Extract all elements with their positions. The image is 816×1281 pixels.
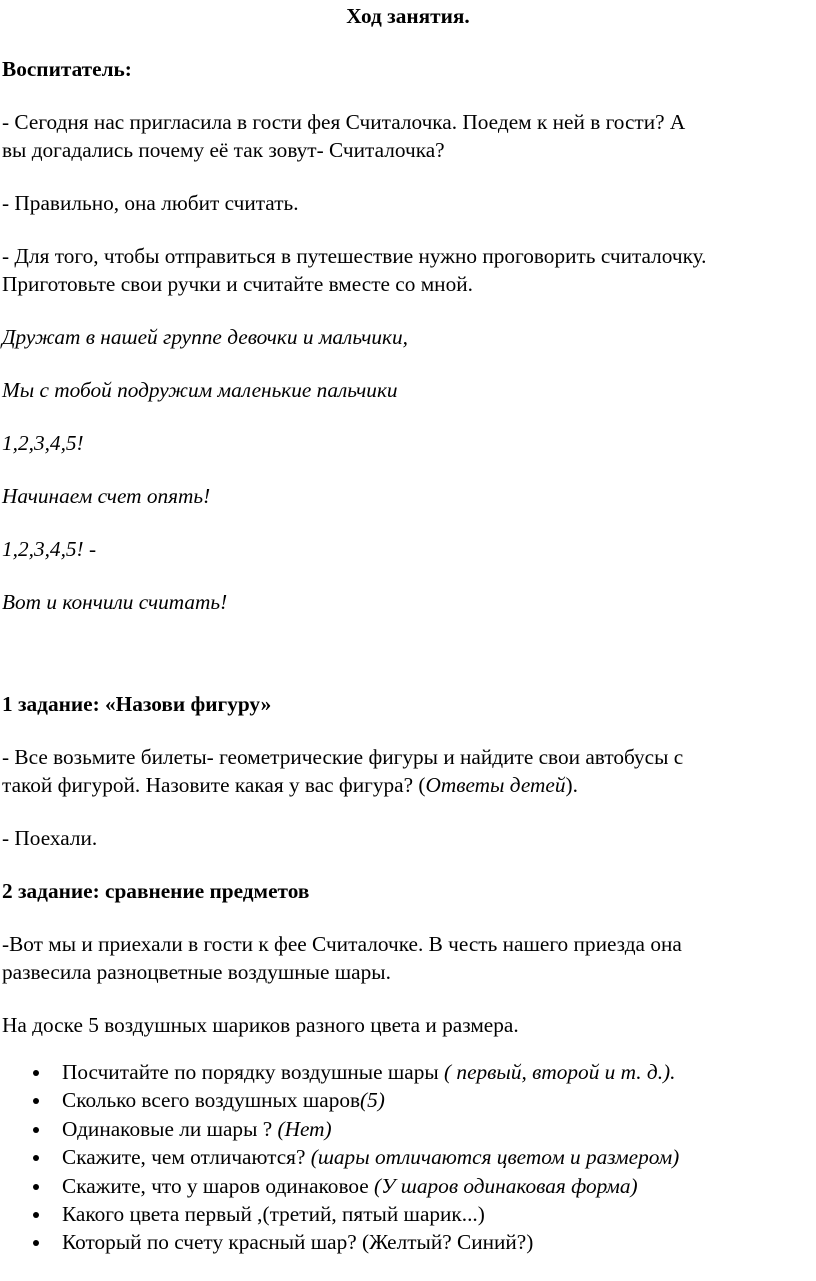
intro-paragraph-3-line-2: Приготовьте свои ручки и считайте вместе со мной. bbox=[2, 272, 473, 296]
bullet-item bbox=[2, 1172, 679, 1200]
bullet-item bbox=[2, 1228, 679, 1256]
bullet-dot-icon bbox=[33, 1184, 39, 1190]
bullet-item bbox=[2, 1200, 679, 1228]
task-1-paragraph-2: - Поехали. bbox=[2, 826, 98, 850]
bullet-dot-icon bbox=[33, 1212, 39, 1218]
task-1-heading: 1 задание: «Назови фигуру» bbox=[2, 692, 272, 716]
bullet-answer: (У шаров одинаковая форма) bbox=[374, 1173, 638, 1198]
educator-label: Воспитатель: bbox=[2, 57, 132, 81]
task-1-text-pre: такой фигурой. Назовите какая у вас фигура? ( bbox=[2, 773, 426, 797]
rhyme-line-1: Дружат в нашей группе девочки и мальчики, bbox=[2, 325, 408, 349]
bullet-text: Одинаковые ли шары ? bbox=[62, 1116, 278, 1141]
bullet-item bbox=[2, 1115, 679, 1143]
task-2-heading: 2 задание: сравнение предметов bbox=[2, 879, 310, 903]
task-2-bullet-list bbox=[2, 1058, 679, 1257]
bullet-answer: (5) bbox=[360, 1088, 385, 1113]
task-2-paragraph-line-2: развесила разноцветные воздушные шары. bbox=[2, 960, 391, 984]
rhyme-line-5-suffix: - bbox=[83, 537, 97, 561]
task-2-paragraph-2: На доске 5 воздушных шариков разного цвета и размера. bbox=[2, 1013, 519, 1037]
bullet-dot-icon bbox=[33, 1155, 39, 1161]
bullet-item bbox=[2, 1143, 679, 1171]
intro-paragraph-3-line-1: - Для того, чтобы отправиться в путешествие нужно проговорить считалочку. bbox=[2, 244, 707, 268]
page-title: Ход занятия. bbox=[346, 4, 470, 28]
bullet-dot-icon bbox=[33, 1070, 39, 1076]
rhyme-line-3: 1,2,3,4,5! bbox=[2, 431, 84, 455]
task-1-paragraph-line-1: - Все возьмите билеты- геометрические фигуры и найдите свои автобусы с bbox=[2, 745, 684, 769]
bullet-dot-icon bbox=[33, 1098, 39, 1104]
bullet-text: Который по счету красный шар? (Желтый? Синий?) bbox=[62, 1230, 534, 1255]
intro-paragraph-2: - Правильно, она любит считать. bbox=[2, 191, 299, 215]
bullet-text: Посчитайте по порядку воздушные шары bbox=[62, 1060, 444, 1084]
rhyme-line-2: Мы с тобой подружим маленькие пальчики bbox=[2, 378, 398, 402]
bullet-text: Скажите, что у шаров одинаковое bbox=[62, 1173, 375, 1198]
bullet-text: Сколько всего воздушных шаров bbox=[62, 1088, 361, 1113]
bullet-item bbox=[2, 1058, 679, 1086]
task-2-paragraph-line-1: -Вот мы и приехали в гости к фее Считалочке. В честь нашего приезда она bbox=[2, 932, 682, 956]
task-1-text-post: ). bbox=[565, 773, 578, 797]
bullet-text: Скажите, чем отличаются? bbox=[62, 1145, 311, 1170]
intro-paragraph-1-line-1: - Сегодня нас пригласила в гости фея Считалочка. Поедем к ней в гости? А bbox=[2, 110, 686, 134]
bullet-item bbox=[2, 1086, 679, 1114]
task-1-text-italic: Ответы детей bbox=[425, 773, 566, 797]
task-1-paragraph-line-2 bbox=[2, 771, 578, 799]
rhyme-line-5-text: 1,2,3,4,5! bbox=[2, 537, 84, 561]
bullet-dot-icon bbox=[33, 1127, 39, 1133]
rhyme-line-5 bbox=[2, 535, 96, 563]
bullet-answer: (шары отличаются цветом и размером) bbox=[310, 1145, 680, 1170]
bullet-answer: ( первый, второй и т. д.). bbox=[444, 1060, 676, 1084]
rhyme-line-4: Начинаем счет опять! bbox=[2, 484, 211, 508]
bullet-dot-icon bbox=[33, 1240, 39, 1246]
rhyme-line-6: Вот и кончили считать! bbox=[2, 590, 228, 614]
intro-paragraph-1-line-2: вы догадались почему её так зовут- Считалочка? bbox=[2, 138, 445, 162]
bullet-text: Какого цвета первый ,(третий, пятый шарик...) bbox=[62, 1201, 485, 1226]
bullet-answer: (Нет) bbox=[277, 1116, 332, 1141]
